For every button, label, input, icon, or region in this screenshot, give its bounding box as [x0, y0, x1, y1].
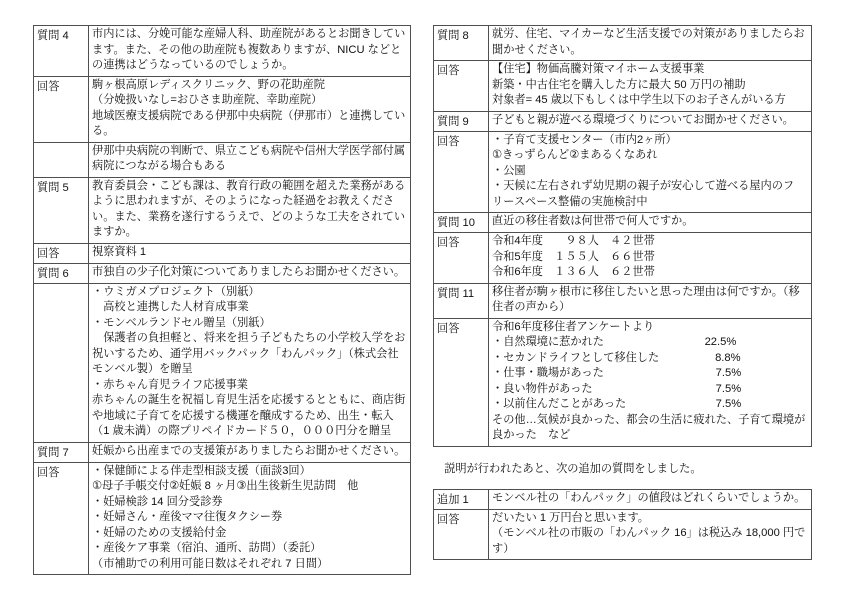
- qa-row-label: 質問 5: [34, 177, 89, 243]
- text-line: ・子育て支援センター（市内2ヶ所）: [492, 133, 677, 146]
- qa-row: [434, 489, 812, 509]
- qa-row: [434, 61, 812, 112]
- text-line: 視察資料 1: [92, 245, 147, 258]
- addendum-table: [433, 489, 812, 561]
- qa-row-content: [489, 283, 812, 318]
- text-line: 【住宅】物価高騰対策マイホーム支援事業: [492, 63, 705, 75]
- text-line: 高校と連携した人材育成事業: [92, 301, 249, 313]
- text-line: 就労、住宅、マイカーなど生活支援での対策がありましたらお聞かせください。: [492, 28, 805, 56]
- qa-row-label: 回答: [34, 462, 89, 575]
- qa-row-content: [89, 243, 411, 263]
- qa-row-label: 質問 7: [34, 442, 89, 462]
- text-line: ・仕事・職場があった 7.5%: [492, 367, 742, 379]
- qa-row: [434, 111, 812, 131]
- qa-row-content: [89, 462, 411, 575]
- qa-row-content: [89, 283, 411, 442]
- text-line: ・良い物件があった 7.5%: [492, 382, 742, 395]
- text-line: ①きっずらんど②まあるくなあれ: [492, 149, 658, 161]
- text-line: ・以前住んだことがあった 7.5%: [492, 398, 742, 410]
- qa-row: [434, 213, 812, 233]
- text-line: 直近の移住者数は何世帯で何人ですか。: [492, 215, 694, 227]
- text-line: ・妊婦さん・産後ママ往復タクシー券: [92, 511, 283, 523]
- qa-row: [34, 442, 411, 462]
- text-line: ・セカンドライフとして移住した 8.8%: [492, 351, 741, 364]
- text-line: 妊娠から出産までの支援策がありましたらお聞かせください。: [92, 444, 406, 457]
- text-line: ・産後ケア事業（宿泊、通所、訪問）（委託）: [92, 542, 322, 554]
- text-line: 伊那中央病院の判断で、県立こども病院や信州大学医学部付属病院につながる場合もある: [92, 144, 406, 172]
- qa-row-label: 質問 4: [34, 26, 89, 77]
- qa-row-content: [489, 489, 812, 509]
- text-line: 駒ヶ根高原レディスクリニック、野の花助産院: [92, 78, 325, 91]
- qa-row-label: 質問 10: [434, 213, 489, 233]
- text-line: ・ウミガメプロジェクト（別紙）: [92, 285, 260, 298]
- qa-row-label: 回答: [34, 243, 89, 263]
- text-line: 市内には、分娩可能な産婦人科、助産院があるとお聞きしています。また、その他の助産院も複数ありますが、NICU などとの連携はどうなっているのでしょうか。: [92, 28, 406, 71]
- text-line: ・公園: [492, 164, 526, 177]
- text-line: モンベル社の「わんパック」の値段はどれくらいでしょうか。: [492, 491, 806, 504]
- qa-row: [34, 142, 411, 177]
- qa-row: [34, 462, 411, 575]
- qa-row-label: 回答: [434, 509, 489, 560]
- interlude-note: 説明が行われたあと、次の追加の質問をしました。: [433, 462, 702, 475]
- text-line: （分娩扱いなし=おひさま助産院、幸助産院）: [92, 94, 323, 106]
- qa-table-left: [33, 25, 411, 575]
- text-line: 令和6年度 １３６人 ６２世帯: [492, 266, 655, 278]
- text-line: 対象者= 45 歳以下もしくは中学生以下のお子さんがいる方: [492, 94, 786, 106]
- qa-row-content: [489, 26, 812, 61]
- qa-row: [434, 509, 812, 560]
- left-column: [33, 25, 411, 575]
- qa-row: [434, 283, 812, 318]
- qa-row-label: 回答: [34, 76, 89, 142]
- text-line: その他…気候が良かった、都会の生活に疲れた、子育て環境が良かった など: [492, 413, 806, 441]
- qa-row: [34, 26, 411, 77]
- text-line: ・妊婦のための支援給付金: [92, 526, 227, 539]
- qa-row-content: [89, 442, 411, 462]
- text-line: ・天候に左右されず幼児期の親子が安心して遊べる屋内のフリースペース整備の実施検討中: [492, 180, 795, 208]
- qa-row: [34, 177, 411, 243]
- text-line: ・赤ちゃん育児ライフ応援事業: [92, 378, 248, 391]
- text-line: ①母子手帳交付②妊娠 8 ヶ月③出生後新生児訪問 他: [92, 480, 359, 492]
- qa-row-content: [489, 318, 812, 446]
- qa-row: [34, 243, 411, 263]
- text-line: ・自然環境に惹かれた 22.5%: [492, 336, 737, 348]
- qa-row-content: [89, 142, 411, 177]
- text-line: 市独自の少子化対策についてありましたらお聞かせください。: [92, 265, 406, 278]
- qa-row-label: 回答: [434, 318, 489, 446]
- text-line: 地域医療支援病院である伊那中央病院（伊那市）と連携している。: [92, 109, 406, 137]
- text-line: ・モンベルランドセル贈呈（別紙）: [92, 316, 271, 329]
- qa-row-label: 質問 6: [34, 263, 89, 283]
- qa-table-left-body: [34, 26, 411, 575]
- text-line: （モンベル社の市販の「わんパック 16」は税込み 18,000 円です）: [492, 527, 806, 555]
- qa-table-right: [433, 25, 812, 447]
- addendum-table-body: [434, 489, 812, 560]
- text-line: だいたい 1 万円台と思います。: [492, 511, 649, 524]
- text-line: （市補助での利用可能日数はそれぞれ 7 日間）: [92, 557, 329, 570]
- qa-row-content: [89, 76, 411, 142]
- qa-row-label: 質問 11: [434, 283, 489, 318]
- text-line: 新築・中古住宅を購入した方に最大 50 万円の補助: [492, 78, 746, 91]
- qa-row: [34, 283, 411, 442]
- qa-row: [434, 318, 812, 446]
- qa-row-content: [489, 61, 812, 112]
- text-line: 赤ちゃんの誕生を祝福し育児生活を応援するとともに、商店街や地域に子育てを応援する機運を醸成するため、出生・転入（1 歳未満）の際プリペイドカード５０，０００円分を贈呈: [92, 394, 406, 437]
- qa-row-label: 回答: [434, 131, 489, 213]
- text-line: ・妊婦検診 14 回分受診券: [92, 495, 223, 508]
- qa-row: [434, 131, 812, 213]
- text-line: 保護者の負担軽と、将来を担う子どもたちの小学校入学をお祝いするため、通学用バックパック「わんパック」（株式会社モンベル製）を贈呈: [92, 332, 406, 375]
- qa-row-content: [89, 263, 411, 283]
- qa-row-label: 回答: [434, 61, 489, 112]
- qa-row-content: [489, 509, 812, 560]
- qa-row-label: 質問 8: [434, 26, 489, 61]
- qa-row-label: [34, 283, 89, 442]
- qa-row-content: [489, 111, 812, 131]
- qa-row-content: [89, 177, 411, 243]
- qa-row: [34, 76, 411, 142]
- qa-row-label: 追加 1: [434, 489, 489, 509]
- text-line: 令和5年度 １５５人 ６６世帯: [492, 250, 655, 263]
- right-column: [433, 25, 812, 560]
- qa-row-content: [89, 26, 411, 77]
- qa-row-content: [489, 213, 812, 233]
- qa-row-content: [489, 233, 812, 284]
- text-line: 子どもと親が遊べる環境づくりについてお聞かせください。: [492, 113, 794, 126]
- text-line: ・保健師による伴走型相談支援（面談3回）: [92, 464, 311, 477]
- text-line: 教育委員会・こども課は、教育行政の範囲を超えた業務があるように思われますが、そのようになった経過をお教えください。また、業務を遂行するうえで、どのような工夫をされていますか。: [92, 179, 406, 238]
- qa-row: [434, 233, 812, 284]
- text-line: 令和4年度 ９８人 ４２世帯: [492, 235, 655, 247]
- text-line: 令和6年度移住者アンケートより: [492, 320, 655, 333]
- qa-row-label: [34, 142, 89, 177]
- qa-row-label: 質問 9: [434, 111, 489, 131]
- qa-row-label: 回答: [434, 233, 489, 284]
- text-line: 移住者が駒ヶ根市に移住したいと思った理由は何ですか。（移住者の声から）: [492, 285, 800, 313]
- qa-row: [434, 26, 812, 61]
- qa-table-right-body: [434, 26, 812, 447]
- qa-row-content: [489, 131, 812, 213]
- qa-row: [34, 263, 411, 283]
